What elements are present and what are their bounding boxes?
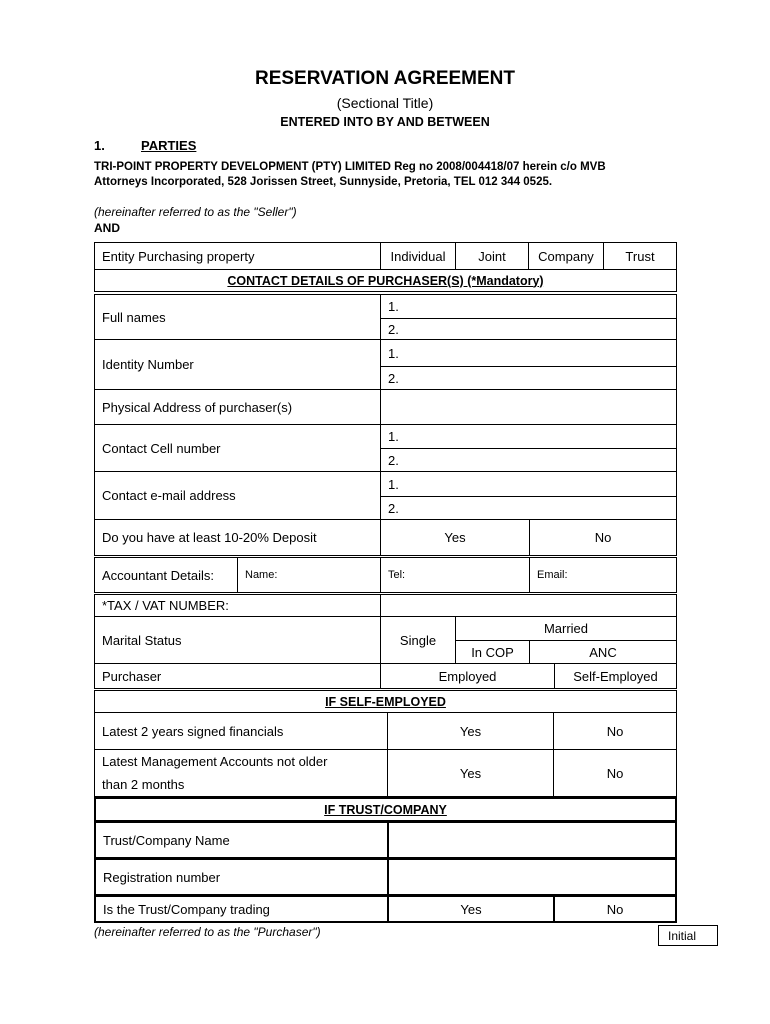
seller-line-1: TRI-POINT PROPERTY DEVELOPMENT (PTY) LIMITED Reg no 2008/004418/07 herein c/o MVB [94, 161, 606, 173]
deposit-yes[interactable]: Yes [380, 519, 530, 556]
section-number: 1. [94, 138, 105, 153]
trust-trading-label: Is the Trust/Company trading [94, 895, 389, 923]
entity-option-company[interactable]: Company [528, 242, 604, 270]
contact-cell-input-2[interactable]: 2. [380, 448, 677, 472]
and-label: AND [94, 221, 120, 235]
registration-number-input[interactable] [387, 858, 677, 896]
section-title: PARTIES [141, 138, 197, 153]
marital-anc[interactable]: ANC [529, 640, 677, 664]
page-title: RESERVATION AGREEMENT [254, 68, 516, 89]
mgmt-accounts-label [94, 749, 388, 797]
entered-heading: ENTERED INTO BY AND BETWEEN [280, 115, 490, 129]
full-names-label: Full names [94, 294, 381, 340]
financials-yes[interactable]: Yes [387, 712, 554, 750]
contact-email-input-2[interactable]: 2. [380, 496, 677, 520]
trust-name-label: Trust/Company Name [94, 821, 389, 859]
purchaser-employed[interactable]: Employed [380, 663, 555, 689]
identity-number-label: Identity Number [94, 339, 381, 390]
entity-option-trust[interactable]: Trust [603, 242, 677, 270]
mgmt-accounts-line-1: Latest Management Accounts not older [102, 754, 328, 769]
mgmt-accounts-no[interactable]: No [553, 749, 677, 797]
accountant-tel-field[interactable]: Tel: [380, 557, 530, 593]
marital-status-label: Marital Status [94, 616, 381, 664]
purchaser-self-employed[interactable]: Self-Employed [554, 663, 677, 689]
contact-email-input-1[interactable]: 1. [380, 471, 677, 497]
deposit-no[interactable]: No [529, 519, 677, 556]
entity-option-joint[interactable]: Joint [455, 242, 529, 270]
financials-label: Latest 2 years signed financials [94, 712, 388, 750]
seller-reference: (hereinafter referred to as the "Seller") [94, 205, 297, 219]
page-subtitle: (Sectional Title) [336, 95, 434, 111]
trust-company-header: IF TRUST/COMPANY [94, 797, 677, 822]
purchaser-reference: (hereinafter referred to as the "Purchaser") [94, 925, 321, 939]
marital-in-cop[interactable]: In COP [455, 640, 530, 664]
physical-address-label: Physical Address of purchaser(s) [94, 389, 381, 425]
purchaser-label: Purchaser [94, 663, 381, 689]
contact-cell-label: Contact Cell number [94, 424, 381, 472]
mgmt-accounts-yes[interactable]: Yes [387, 749, 554, 797]
financials-no[interactable]: No [553, 712, 677, 750]
trust-trading-yes[interactable]: Yes [387, 895, 555, 923]
contact-details-header: CONTACT DETAILS OF PURCHASER(S) (*Mandatory) [94, 269, 677, 292]
marital-married: Married [455, 616, 677, 641]
full-names-input-1[interactable]: 1. [380, 294, 677, 319]
marital-single[interactable]: Single [380, 616, 456, 664]
physical-address-input[interactable] [380, 389, 677, 425]
tax-vat-input[interactable] [380, 594, 677, 617]
identity-number-input-2[interactable]: 2. [380, 366, 677, 390]
contact-cell-input-1[interactable]: 1. [380, 424, 677, 449]
tax-vat-label: *TAX / VAT NUMBER: [94, 594, 381, 617]
entity-option-individual[interactable]: Individual [380, 242, 456, 270]
initial-box[interactable]: Initial [658, 925, 718, 946]
accountant-email-field[interactable]: Email: [529, 557, 677, 593]
deposit-label: Do you have at least 10-20% Deposit [94, 519, 381, 556]
accountant-name-field[interactable]: Name: [237, 557, 381, 593]
trust-name-input[interactable] [387, 821, 677, 859]
trust-trading-no[interactable]: No [553, 895, 677, 923]
entity-label: Entity Purchasing property [94, 242, 381, 270]
full-names-input-2[interactable]: 2. [380, 318, 677, 340]
mgmt-accounts-line-2: than 2 months [102, 777, 185, 792]
accountant-label: Accountant Details: [94, 557, 238, 593]
seller-line-2: Attorneys Incorporated, 528 Jorissen Street, Sunnyside, Pretoria, TEL 012 344 0525. [94, 176, 553, 188]
contact-email-label: Contact e-mail address [94, 471, 381, 520]
seller-details [94, 160, 694, 190]
identity-number-input-1[interactable]: 1. [380, 339, 677, 367]
self-employed-header: IF SELF-EMPLOYED [94, 690, 677, 713]
registration-number-label: Registration number [94, 858, 389, 896]
